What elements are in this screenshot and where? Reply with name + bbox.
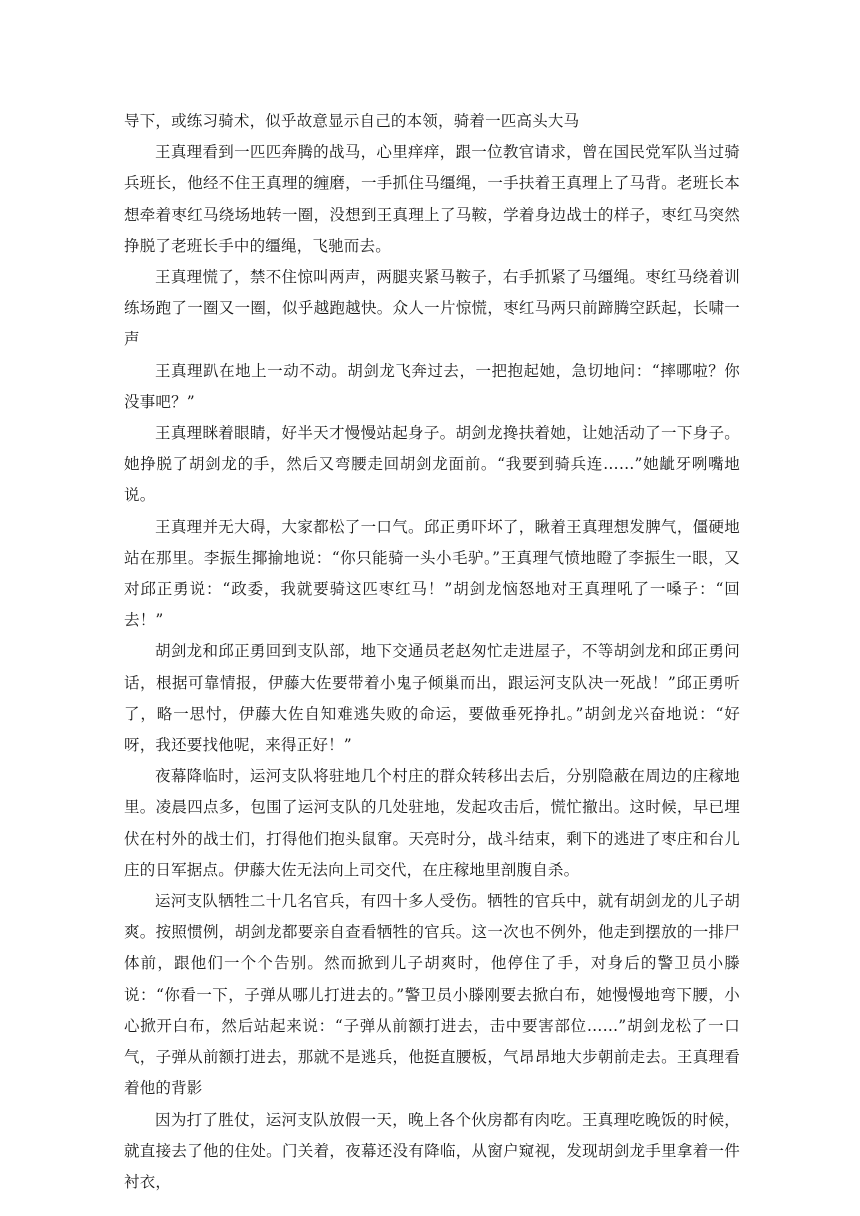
paragraph: 运河支队牺牲二十几名官兵，有四十多人受伤。牺牲的官兵中，就有胡剑龙的儿子胡爽。按照惯例，胡剑龙都要亲自查看牺牲的官兵。这一次也不例外，他走到摆放的一排尸体前，跟他们一个个告别。然而掀到儿子胡爽时，他停住了手，对身后的警卫员小滕说：“你看一下，子弹从哪儿打进去的。”警卫员小滕刚要去掀白布，她慢慢地弯下腰，小心掀开白布，然后站起来说：“子弹从前额打进去，击中要害部位……”胡剑龙松了一口气，子弹从前额打进去，那就不是逃兵，他挺直腰板，气昂昂地大步朝前走去。王真理看着他的背影 (124, 892, 740, 1098)
paragraph: 因为打了胜仗，运河支队放假一天，晚上各个伙房都有肉吃。王真理吃晚饭的时候，就直接去了他的住处。门关着，夜幕还没有降临，从窗户窥视，发现胡剑龙手里拿着一件衬衣， (124, 1110, 740, 1191)
paragraph: 王真理并无大碍，大家都松了一口气。邱正勇吓坏了，瞅着王真理想发脾气，僵硬地站在那里。李振生揶揄地说：“你只能骑一头小毛驴。”王真理气愤地瞪了李振生一眼，又对邱正勇说：“政委，我就要骑这匹枣红马！”胡剑龙恼怒地对王真理吼了一嗓子：“回去！” (124, 517, 740, 630)
paragraph: 王真理慌了，禁不住惊叫两声，两腿夹紧马鞍子，右手抓紧了马缰绳。枣红马绕着训练场跑了一圈又一圈，似乎越跑越快。众人一片惊慌，枣红马两只前蹄腾空跃起，长啸一声 (124, 268, 740, 349)
paragraph: 王真理眯着眼睛，好半天才慢慢站起身子。胡剑龙搀扶着她，让她活动了一下身子。她挣脱了胡剑龙的手，然后又弯腰走回胡剑龙面前。“我要到骑兵连……”她龇牙咧嘴地说。 (124, 424, 740, 505)
paragraph: 胡剑龙和邱正勇回到支队部，地下交通员老赵匆忙走进屋子，不等胡剑龙和邱正勇问话，根据可靠情报，伊藤大佐要带着小鬼子倾巢而出，跟运河支队决一死战！”邱正勇听了，略一思忖，伊藤大佐自知难逃失败的命运，要做垂死挣扎。”胡剑龙兴奋地说：“好呀，我还要找他呢，来得正好！” (124, 642, 740, 755)
paragraph: 夜幕降临时，运河支队将驻地几个村庄的群众转移出去后，分别隐蔽在周边的庄稼地里。凌晨四点多，包围了运河支队的几处驻地，发起攻击后，慌忙撤出。这时候，早已埋伏在村外的战士们，打得他们抱头鼠窜。天亮时分，战斗结束，剩下的逃进了枣庄和台儿庄的日军据点。伊藤大佐无法向上司交代，在庄稼地里剖腹自杀。 (124, 767, 740, 879)
paragraph: 王真理趴在地上一动不动。胡剑龙飞奔过去，一把抱起她，急切地问：“摔哪啦？你没事吧？” (124, 361, 740, 411)
paragraph: 导下，或练习骑术，似乎故意显示自己的本领，骑着一匹高头大马 (124, 112, 580, 130)
paragraph: 王真理看到一匹匹奔腾的战马，心里痒痒，跟一位教官请求，曾在国民党军队当过骑兵班长，他经不住王真理的缠磨，一手抓住马缰绳，一手扶着王真理上了马背。老班长本想牵着枣红马绕场地转一圈，没想到王真理上了马鞍，学着身边战士的样子，枣红马突然挣脱了老班长手中的缰绳，飞驰而去。 (124, 143, 740, 255)
article-body (124, 106, 740, 1198)
